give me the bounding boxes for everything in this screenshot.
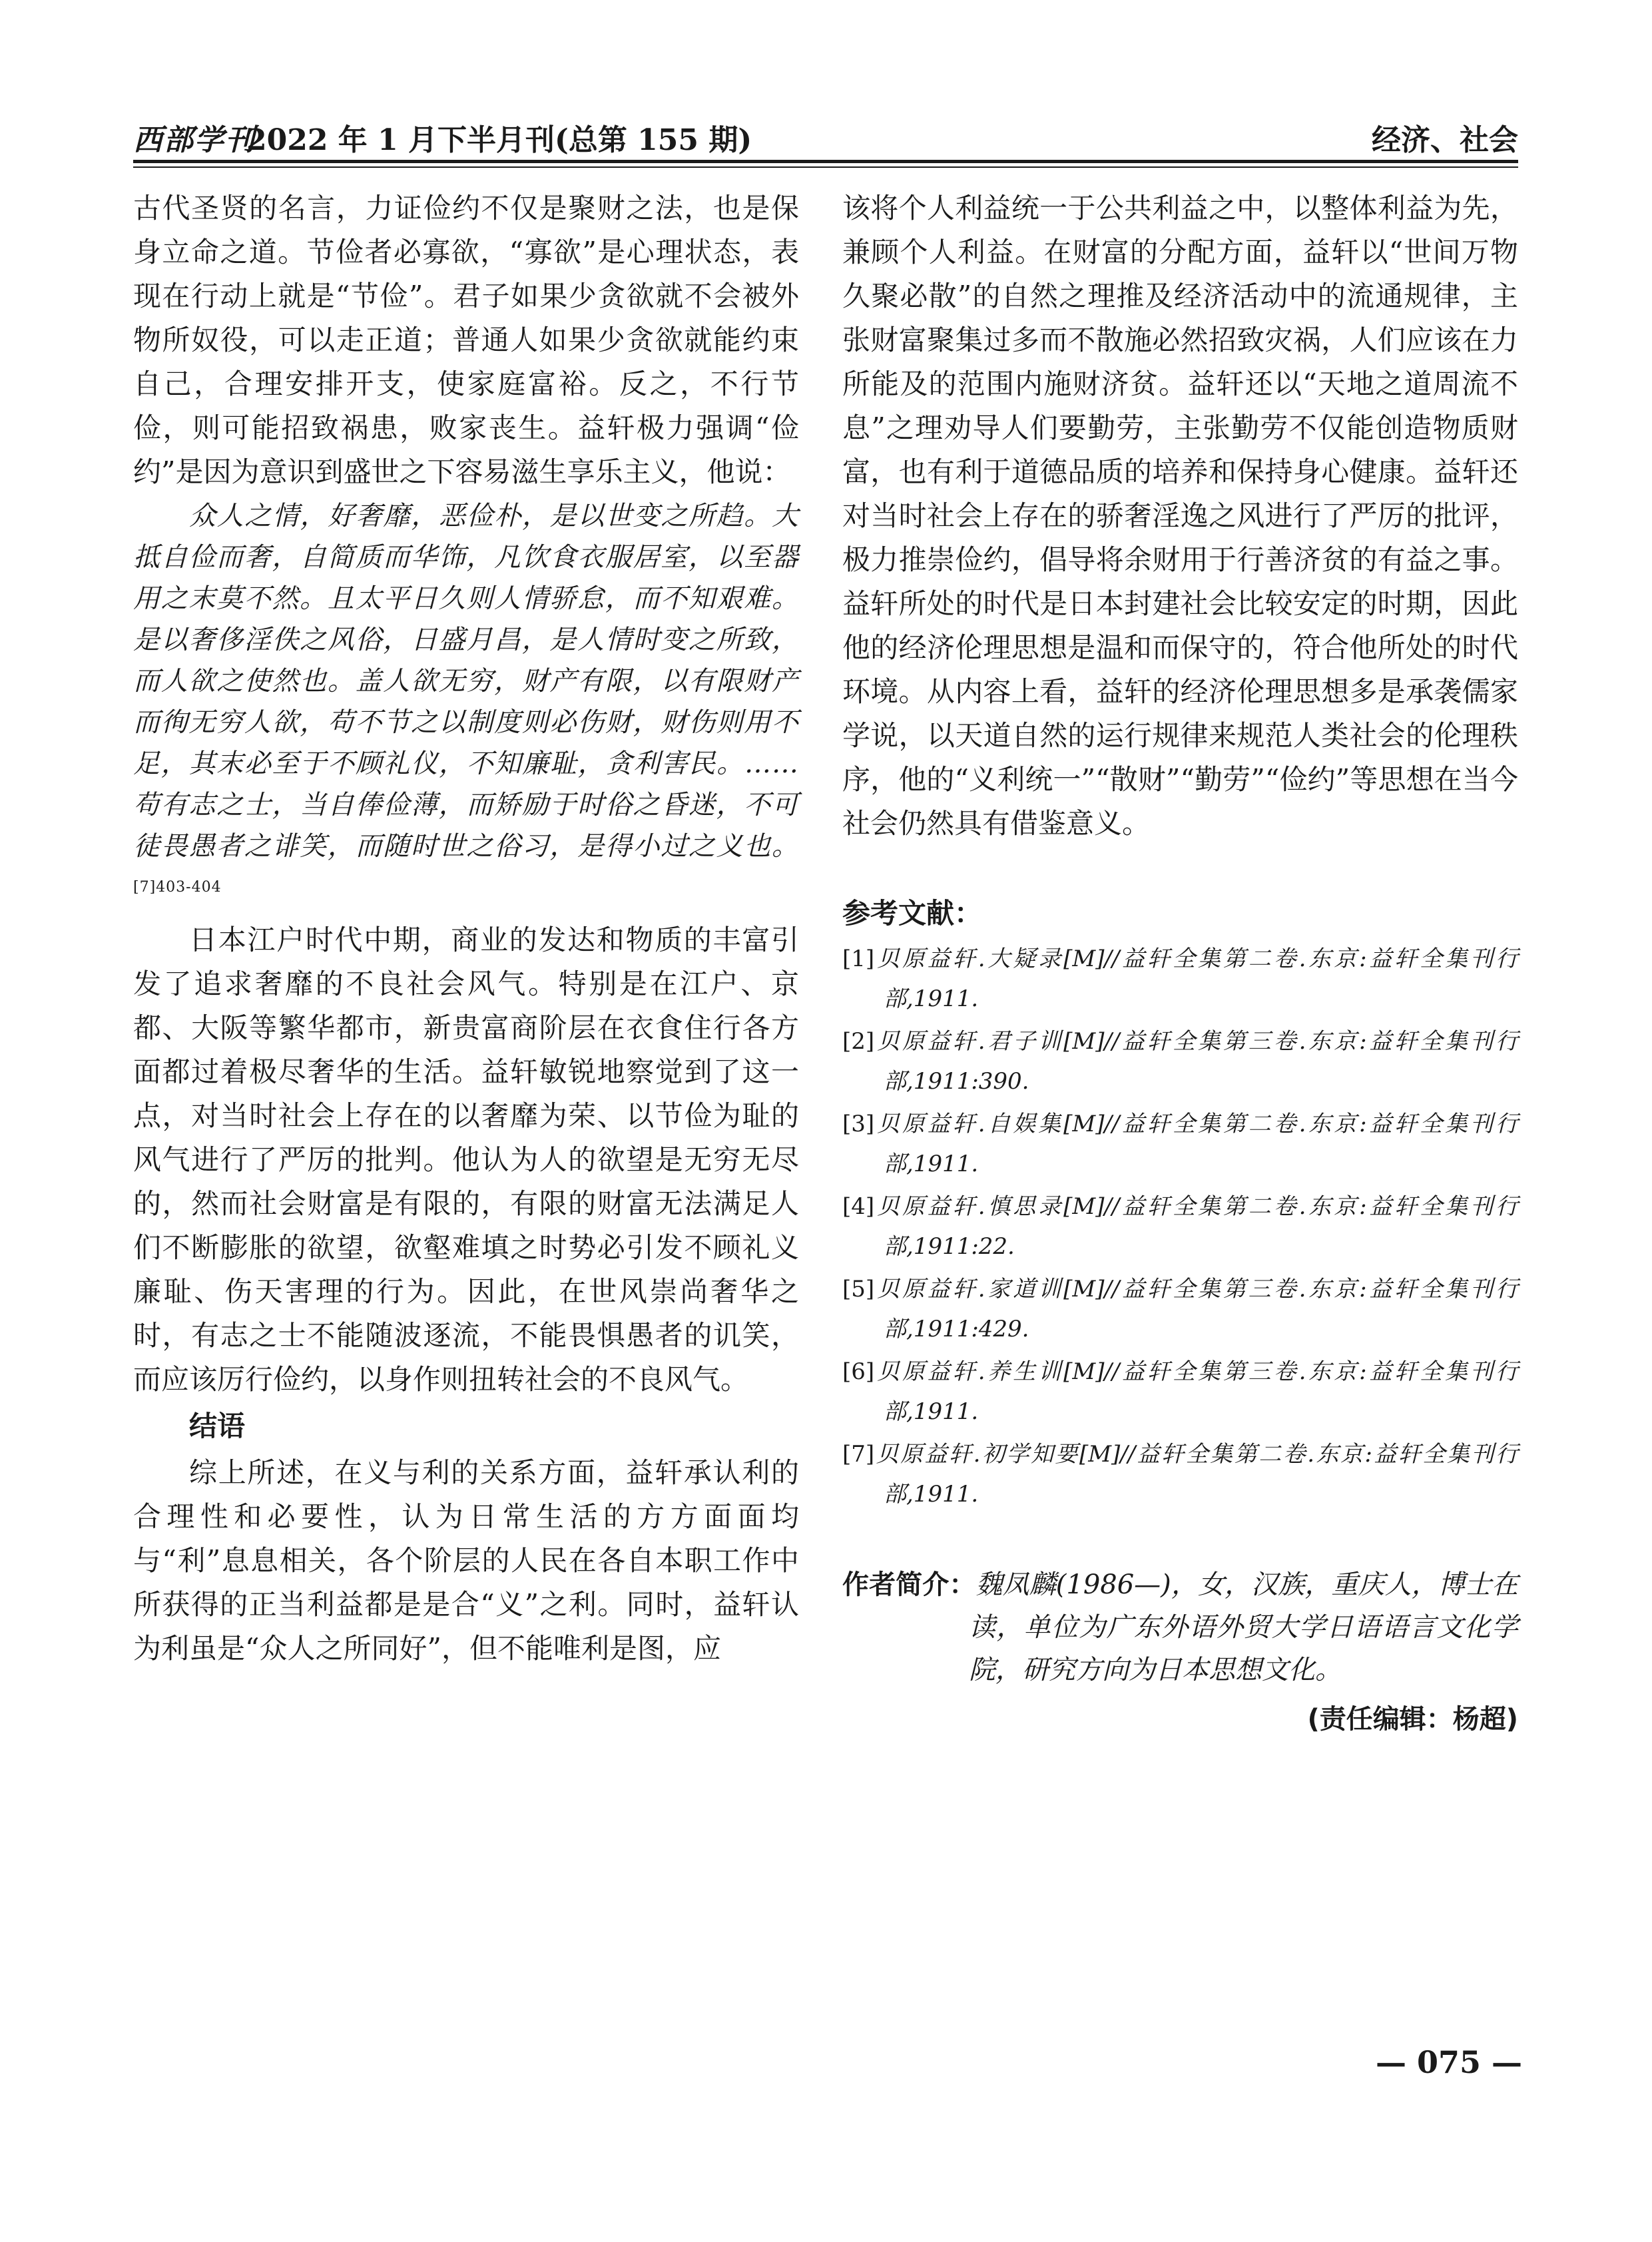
reference-text: 贝原益轩.自娱集[M]//益轩全集第二卷.东京:益轩全集刊行部,1911. xyxy=(874,1111,1518,1177)
reference-item xyxy=(842,1021,1518,1101)
author-bio-text xyxy=(842,1563,1518,1691)
reference-number: [5] xyxy=(842,1276,875,1302)
responsible-editor: (责任编辑：杨超) xyxy=(1307,1704,1518,1735)
citation-marker: [7]403-404 xyxy=(133,879,222,896)
section-heading: 结语 xyxy=(189,1410,246,1443)
author-bio-label: 作者简介： xyxy=(842,1569,976,1600)
page-number: — 075 — xyxy=(1375,2044,1522,2080)
body-paragraph: 该将个人利益统一于公共利益之中，以整体利益为先，兼顾个人利益。在财富的分配方面，益轩以“世间万物久聚必散”的自然之理推及经济活动中的流通规律，主张财富聚集过多而不散施必然招致灾祸，人们应该在力所能及的范围内施财济贫。益轩还以“天地之道周流不息”之理劝导人们要勤劳，主张勤劳不仅能创造物质财富，也有利于道德品质的培养和保持身心健康。益轩还对当时社会上存在的骄奢淫逸之风进行了严厉的批评，极力推崇俭约，倡导将余财用于行善济贫的有益之事。益轩所处的时代是日本封建社会比较安定的时期，因此他的经济伦理思想是温和而保守的，符合他所处的时代环境。从内容上看，益轩的经济伦理思想多是承袭儒家学说，以天道自然的运行规律来规范人类社会的伦理秩序，他的“义利统一”“散财”“勤劳”“俭约”等思想在当今社会仍然具有借鉴意义。 xyxy=(842,192,1518,840)
reference-text: 贝原益轩.家道训[M]//益轩全集第三卷.东京:益轩全集刊行部,1911:429. xyxy=(874,1276,1518,1342)
reference-item xyxy=(842,1352,1518,1432)
reference-item xyxy=(842,1269,1518,1349)
author-bio-content: 魏凤麟(1986—)，女，汉族，重庆人，博士在读，单位为广东外语外贸大学日语语言文化学院，研究方向为日本思想文化。 xyxy=(969,1569,1519,1685)
reference-item xyxy=(842,1434,1518,1514)
journal-logo: 西部学刊 xyxy=(133,123,256,157)
header-rule-thin xyxy=(133,166,1518,168)
issue-info: 2022 年 1 月下半月刊(总第 155 期) xyxy=(246,123,752,157)
block-quote xyxy=(133,495,799,913)
reference-number: [7] xyxy=(842,1441,875,1468)
body-paragraph: 古代圣贤的名言，力证俭约不仅是聚财之法，也是保身立命之道。节俭者必寡欲，“寡欲”是心理状态，表现在行动上就是“节俭”。君子如果少贪欲就不会被外物所奴役，可以走正道；普通人如果少贪欲就能约束自己，合理安排开支，使家庭富裕。反之，不行节俭，则可能招致祸患，败家丧生。益轩极力强调“俭约”是因为意识到盛世之下容易滋生享乐主义，他说： xyxy=(133,192,799,488)
reference-number: [1] xyxy=(842,946,875,972)
reference-number: [4] xyxy=(842,1193,875,1220)
reference-number: [6] xyxy=(842,1358,875,1385)
reference-item xyxy=(842,1104,1518,1184)
reference-list xyxy=(842,939,1518,1514)
references-heading: 参考文献： xyxy=(842,897,983,930)
author-bio xyxy=(842,1563,1518,1691)
running-header xyxy=(133,115,1518,161)
quote-text: 众人之情，好奢靡，恶俭朴，是以世变之所趋。大抵自俭而奢，自简质而华饰，凡饮食衣服居室，以至器用之末莫不然。且太平日久则人情骄怠，而不知艰难。是以奢侈淫佚之风俗，日盛月昌，是人情时变之所致，而人欲之使然也。盖人欲无穷，财产有限，以有限财产而徇无穷人欲，苟不节之以制度则必伤财，财伤则用不足，其末必至于不顾礼仪，不知廉耻，贪利害民。……苟有志之士，当自俸俭薄，而矫励于时俗之昏迷，不可徒畏愚者之诽笑，而随时世之俗习，是得小过之义也。 xyxy=(133,501,799,862)
reference-item xyxy=(842,1187,1518,1266)
header-rule-thick xyxy=(133,160,1518,163)
right-column xyxy=(842,186,1518,1736)
reference-text: 贝原益轩.养生训[M]//益轩全集第三卷.东京:益轩全集刊行部,1911. xyxy=(874,1358,1518,1425)
reference-text: 贝原益轩.慎思录[M]//益轩全集第二卷.东京:益轩全集刊行部,1911:22. xyxy=(874,1193,1518,1260)
body-paragraph: 综上所述，在义与利的关系方面，益轩承认利的合理性和必要性，认为日常生活的方方面面均与“利”息息相关，各个阶层的人民在各自本职工作中所获得的正当利益都是是合“义”之利。同时，益轩认为利虽是“众人之所同好”，但不能唯利是图，应 xyxy=(133,1456,799,1665)
reference-text: 贝原益轩.君子训[M]//益轩全集第三卷.东京:益轩全集刊行部,1911:390. xyxy=(874,1028,1518,1095)
reference-text: 贝原益轩.大疑录[M]//益轩全集第二卷.东京:益轩全集刊行部,1911. xyxy=(874,946,1518,1012)
left-column xyxy=(133,186,799,1671)
reference-item xyxy=(842,939,1518,1019)
body-paragraph: 日本江户时代中期，商业的发达和物质的丰富引发了追求奢靡的不良社会风气。特别是在江户、京都、大阪等繁华都市，新贵富商阶层在衣食住行各方面都过着极尽奢华的生活。益轩敏锐地察觉到了这一点，对当时社会上存在的以奢靡为荣、以节俭为耻的风气进行了严厉的批判。他认为人的欲望是无穷无尽的，然而社会财富是有限的，有限的财富无法满足人们不断膨胀的欲望，欲壑难填之时势必引发不顾礼义廉耻、伤天害理的行为。因此，在世风崇尚奢华之时，有志之士不能随波逐流，不能畏惧愚者的讥笑，而应该厉行俭约，以身作则扭转社会的不良风气。 xyxy=(133,924,799,1396)
section-name: 经济、社会 xyxy=(1372,123,1518,157)
reference-number: [3] xyxy=(842,1111,875,1137)
reference-number: [2] xyxy=(842,1028,875,1055)
reference-text: 贝原益轩.初学知要[M]//益轩全集第二卷.东京:益轩全集刊行部,1911. xyxy=(874,1441,1518,1508)
